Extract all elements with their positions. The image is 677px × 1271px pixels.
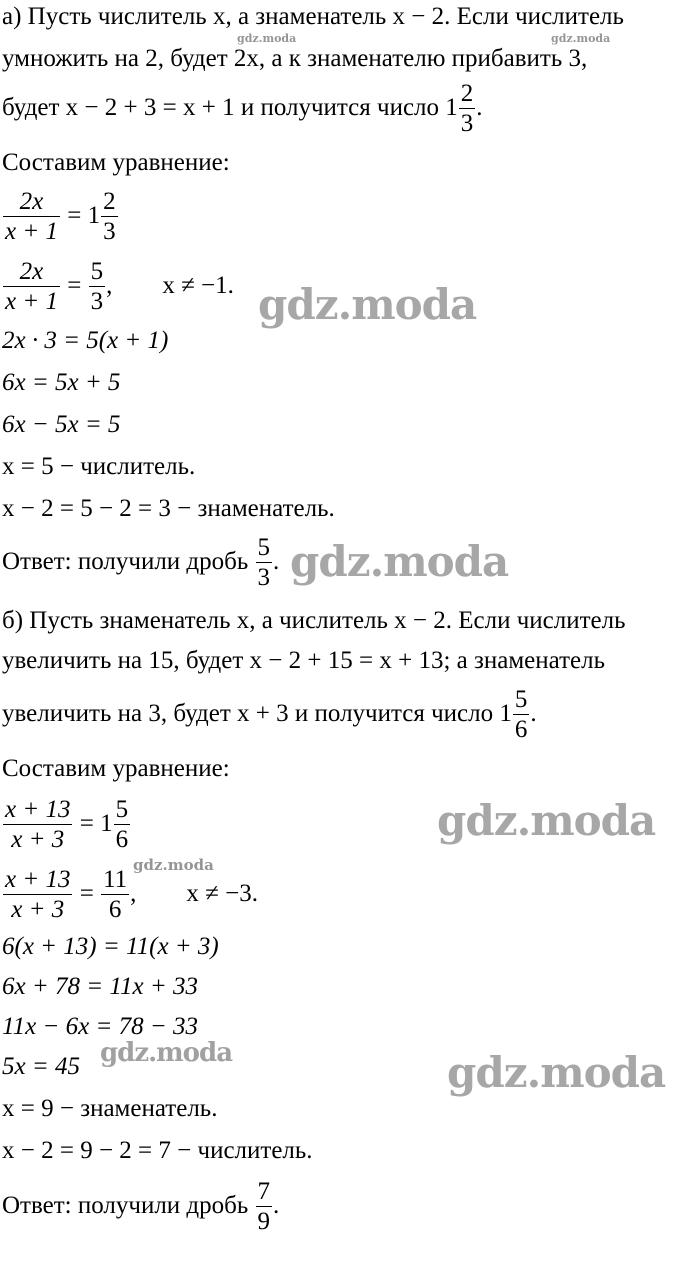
part-b-intro-line-2: увеличить на 15, будет x − 2 + 15 = x + 13; а знаменатель [2, 647, 605, 674]
fraction-denominator: x + 1 [5, 288, 58, 316]
part-a-eq2-rhs-fraction [89, 259, 106, 316]
part-b-answer: Ответ: получили дробь $\frac{7}{9}$ . [2, 1178, 280, 1236]
watermark-logo: gdz.moda [551, 32, 611, 45]
part-a-eq1-rhs-fraction [101, 189, 118, 246]
part-a-answer: Ответ: получили дробь $\frac{5}{3}$ . [2, 534, 280, 592]
part-b-equation-3: 6(x + 13) = 11(x + 3) [2, 933, 219, 960]
part-b-intro-line-3: увеличить на 3, будет x + 3 и получится число 1 $\frac{5}{6}$ . [2, 686, 537, 744]
part-a-answer-text: Ответ: получили дробь [2, 548, 249, 575]
fraction-numerator: 11 [101, 867, 129, 895]
part-a-eq1-rhs: = 1 [67, 202, 101, 229]
part-b-eq2-condition: , x ≠ −3. [130, 880, 258, 907]
fraction-denominator: x + 3 [11, 826, 65, 854]
part-a-equation-5: 6x − 5x = 5 [2, 411, 121, 438]
watermark-logo: gdz.moda [133, 856, 214, 874]
part-a-eq2-lhs-fraction [3, 259, 60, 316]
part-b-eq2-lhs-fraction [3, 867, 72, 924]
fraction-numerator: 5 [89, 259, 106, 287]
part-a-intro-line-2: умножить на 2, будет 2x, а к знаменателю прибавить 3, [2, 45, 588, 72]
part-b-equation-7: x = 9 − знаменатель. [2, 1095, 218, 1122]
part-b-eq1-rhs: = 1 [79, 810, 113, 837]
part-a-equation-4: 6x = 5x + 5 [2, 369, 121, 396]
fraction-numerator: 5 [256, 535, 273, 563]
fraction-numerator: 5 [513, 687, 530, 715]
part-b-equation-4: 6x + 78 = 11x + 33 [2, 973, 198, 1000]
part-b-eq2-equals: = [79, 880, 94, 907]
fraction-denominator: 9 [257, 1208, 271, 1236]
part-a-equation-6: x = 5 − числитель. [2, 453, 196, 480]
part-a-equation-3: 2x · 3 = 5(x + 1) [2, 327, 169, 354]
watermark-logo: gdz.moda [237, 32, 297, 45]
fraction-numerator: 2x [3, 259, 60, 287]
part-a-compose-heading: Составим уравнение: [2, 149, 230, 176]
fraction-numerator: x + 13 [3, 867, 72, 895]
part-b-equation-2 [2, 864, 258, 924]
part-b-answer-fraction [256, 1179, 273, 1236]
fraction-numerator: 5 [114, 797, 131, 825]
part-b-answer-text: Ответ: получили дробь [2, 1192, 249, 1219]
part-b-line3-text: увеличить на 3, будет x + 3 и получится число 1 [2, 700, 512, 727]
part-a-equation-7: x − 2 = 5 − 2 = 3 − знаменатель. [2, 495, 335, 522]
part-b-eq1-lhs-fraction [3, 797, 72, 854]
fraction-denominator: 3 [257, 564, 271, 592]
fraction-numerator: 7 [256, 1179, 273, 1207]
fraction-numerator: x + 13 [3, 797, 72, 825]
part-b-intro-line-1: б) Пусть знаменатель x, а числитель x − 2. Если числитель [2, 607, 626, 634]
part-a-line3-fraction [459, 81, 476, 138]
watermark-logo: gdz.moda [258, 280, 477, 329]
part-a-equation-1 [2, 186, 119, 246]
fraction-denominator: 3 [460, 110, 474, 138]
part-a-line3-text: будет x − 2 + 3 = x + 1 и получится число 1 [2, 94, 458, 121]
part-b-equation-8: x − 2 = 9 − 2 = 7 − числитель. [2, 1137, 313, 1164]
fraction-denominator: 6 [514, 716, 528, 744]
part-a-eq2-condition: , x ≠ −1. [106, 272, 234, 299]
fraction-denominator: x + 1 [5, 218, 58, 246]
fraction-numerator: 2 [101, 189, 118, 217]
fraction-denominator: 3 [90, 288, 104, 316]
fraction-denominator: x + 3 [11, 896, 65, 924]
part-a-eq2-equals: = [67, 272, 82, 299]
fraction-numerator: 2x [3, 189, 60, 217]
part-a-equation-2 [2, 256, 234, 316]
part-b-eq2-rhs-fraction [101, 867, 129, 924]
watermark-logo: gdz.moda [290, 537, 509, 586]
watermark-logo: gdz.moda [100, 1038, 233, 1068]
part-a-intro-line-3: будет x − 2 + 3 = x + 1 и получится число 1 $\frac{2}{3}$ . [2, 80, 483, 138]
part-b-equation-5: 11x − 6x = 78 − 33 [2, 1013, 198, 1040]
part-b-eq1-rhs-fraction [114, 797, 131, 854]
part-b-equation-1 [2, 794, 131, 854]
part-a-eq1-lhs-fraction [3, 189, 60, 246]
fraction-denominator: 6 [108, 896, 122, 924]
part-b-line3-fraction [513, 687, 530, 744]
fraction-denominator: 6 [115, 826, 129, 854]
fraction-denominator: 3 [103, 218, 116, 246]
watermark-logo: gdz.moda [437, 796, 656, 845]
part-a-answer-fraction [256, 535, 273, 592]
part-b-equation-6: 5x = 45 [2, 1053, 80, 1080]
fraction-numerator: 2 [459, 81, 476, 109]
watermark-logo: gdz.moda [447, 1048, 666, 1097]
part-b-compose-heading: Составим уравнение: [2, 755, 230, 782]
part-a-intro-line-1: а) Пусть числитель x, а знаменатель x − 2. Если числитель [2, 3, 624, 30]
